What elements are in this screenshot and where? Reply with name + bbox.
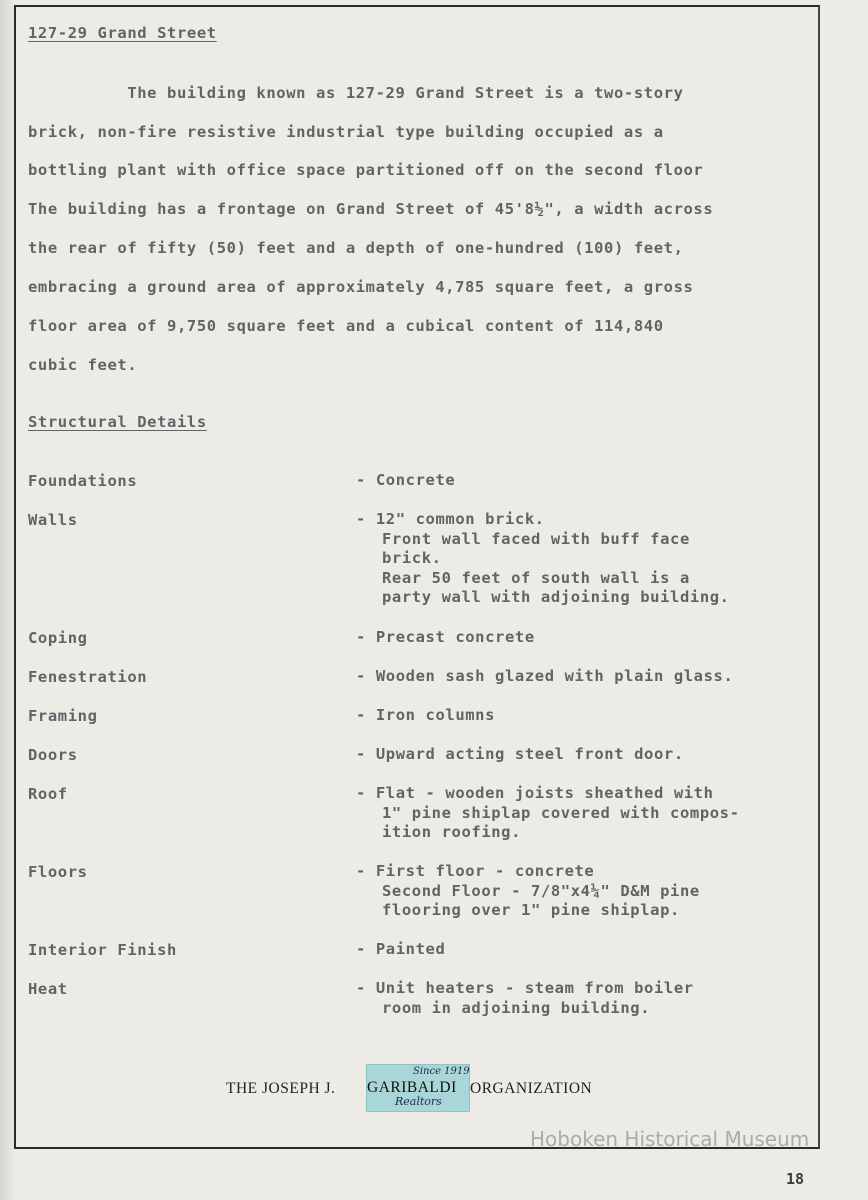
detail-value-line: - Wooden sash glazed with plain glass. [356, 667, 734, 685]
detail-label: Coping [28, 629, 88, 647]
detail-value-line: room in adjoining building. [382, 998, 651, 1017]
detail-value [356, 979, 694, 1018]
detail-value-line: - First floor - concrete [356, 862, 595, 880]
document-title: 127-29 Grand Street [28, 24, 217, 42]
detail-label: Roof [28, 785, 68, 803]
detail-label: Fenestration [28, 668, 148, 686]
detail-value [356, 706, 495, 726]
logo-name-text: GARIBALDI [367, 1079, 457, 1096]
paragraph-line: cubic feet. [28, 356, 138, 374]
detail-value-line: - Iron columns [356, 706, 496, 724]
paragraph-line: the rear of fifty (50) feet and a depth of one-hundred (100) feet, [28, 239, 684, 257]
detail-value [356, 862, 700, 921]
detail-value-line: - Flat - wooden joists sheathed with [356, 784, 714, 802]
detail-value [356, 784, 740, 843]
detail-value [356, 745, 684, 765]
detail-label: Interior Finish [28, 941, 177, 959]
structural-details-heading: Structural Details [28, 413, 207, 431]
detail-value-line: flooring over 1" pine shiplap. [382, 901, 680, 919]
detail-value-line: ition roofing. [382, 823, 522, 841]
detail-label: Doors [28, 746, 78, 764]
detail-value-line: - Unit heaters - steam from boiler [356, 979, 694, 997]
detail-value [356, 510, 730, 608]
detail-value-line: - Precast concrete [356, 628, 535, 646]
detail-value-line: 1" pine shiplap covered with compos- [382, 803, 740, 822]
detail-value-line: brick. [382, 549, 442, 567]
detail-value [356, 667, 733, 687]
paragraph-line: The building known as 127-29 Grand Street is a two-story [28, 84, 684, 102]
detail-value [356, 940, 445, 960]
detail-value-line: - Painted [356, 940, 446, 958]
detail-label: Heat [28, 980, 68, 998]
page-left-edge [0, 0, 14, 1200]
org-name-prefix: THE JOSEPH J. [226, 1080, 336, 1097]
detail-value-line: Rear 50 feet of south wall is a [382, 568, 690, 587]
paragraph-line: floor area of 9,750 square feet and a cubical content of 114,840 [28, 317, 664, 335]
paragraph-line: embracing a ground area of approximately 4,785 square feet, a gross [28, 278, 694, 296]
org-name-suffix: ORGANIZATION [470, 1080, 593, 1097]
paragraph-line: brick, non-fire resistive industrial type building occupied as a [28, 123, 664, 141]
detail-label: Foundations [28, 472, 138, 490]
museum-watermark: Hoboken Historical Museum [530, 1127, 810, 1151]
detail-value-line: Second Floor - 7/8"x4¼" D&M pine [382, 881, 700, 900]
page-number: 18 [786, 1170, 805, 1188]
garibaldi-logo [366, 1064, 470, 1112]
detail-value-line: - Concrete [356, 471, 456, 489]
detail-value [356, 628, 535, 648]
logo-since-text: Since 1919 [413, 1066, 470, 1077]
logo-realtors-text: Realtors [395, 1095, 442, 1108]
detail-value-line: - 12" common brick. [356, 510, 545, 528]
detail-label: Floors [28, 863, 88, 881]
detail-value-line: - Upward acting steel front door. [356, 745, 684, 763]
paragraph-line: bottling plant with office space partitioned off on the second floor [28, 161, 704, 179]
detail-value-line: Front wall faced with buff face [382, 529, 690, 548]
detail-label: Framing [28, 707, 98, 725]
detail-value-line: party wall with adjoining building. [382, 588, 730, 606]
detail-value [356, 471, 455, 491]
paragraph-line: The building has a frontage on Grand Street of 45'8½", a width across [28, 200, 714, 218]
detail-label: Walls [28, 511, 78, 529]
